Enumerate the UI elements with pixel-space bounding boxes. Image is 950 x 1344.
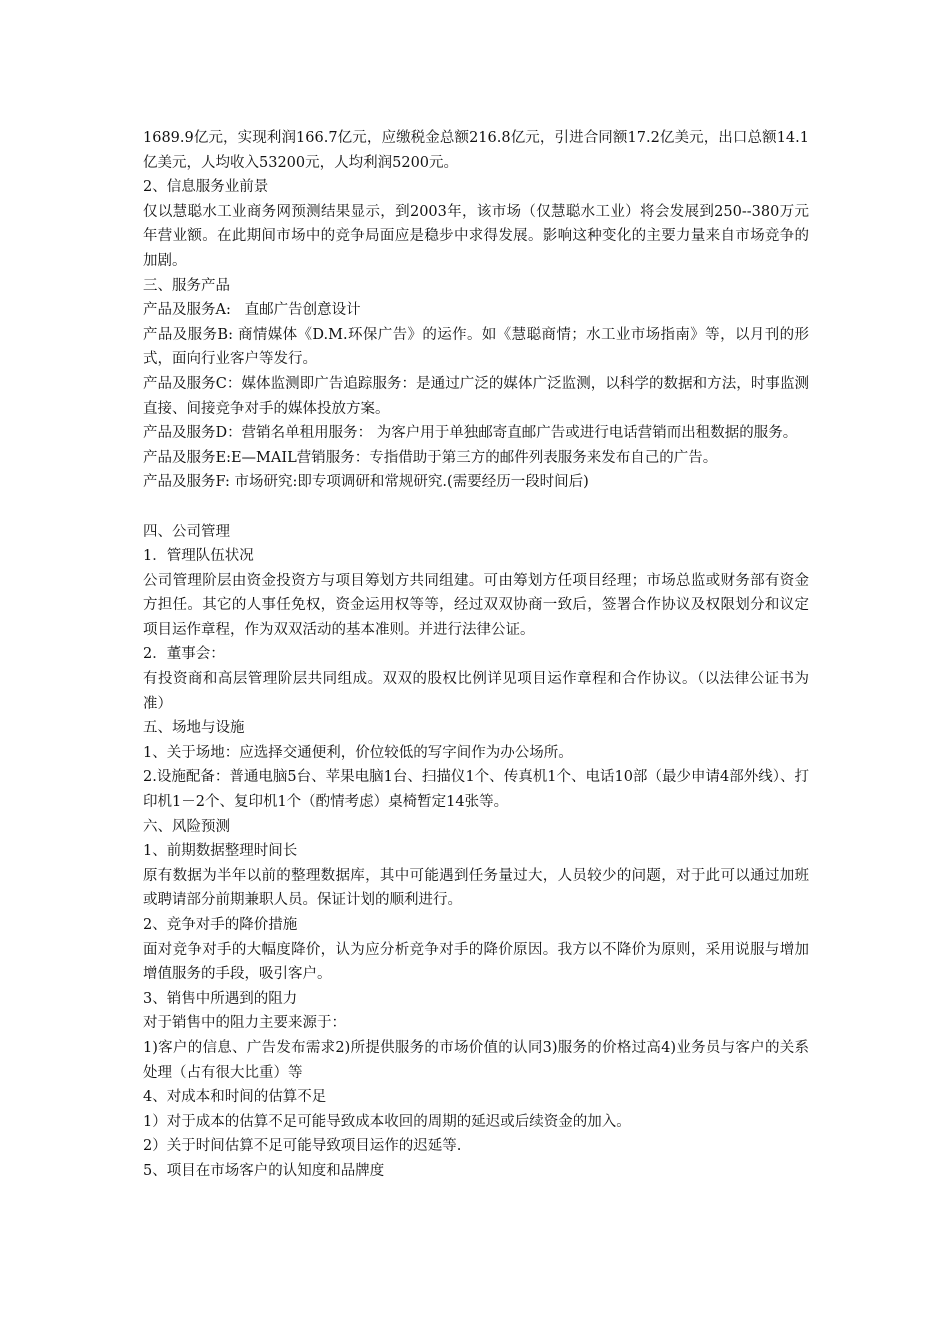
paragraph-board: 有投资商和高层管理阶层共同组成。双双的股权比例详见项目运作章程和合作协议。（以法律公证书为准） bbox=[143, 671, 809, 712]
paragraph-market-forecast: 仅以慧聪水工业商务网预测结果显示，到2003年，该市场（仅慧聪水工业）将会发展到250--380万元年营业额。在此期间市场中的竞争局面应是稳步中求得发展。影响这种变化的主要力量来自市场竞争的加剧。 bbox=[143, 203, 809, 269]
heading-management-team: 1．管理队伍状况 bbox=[143, 548, 254, 565]
paragraph-product-a: 产品及服务A: 直邮广告创意设计 bbox=[143, 302, 361, 319]
paragraph-management-team: 公司管理阶层由资金投资方与项目筹划方共同组建。可由筹划方任项目经理；市场总监或财务部有资金方担任。其它的人事任免权，资金运用权等等，经过双双协商一致后，签署合作协议及权限划分和议定项目运作章程，作为双双活动的基本准则。并进行法律公证。 bbox=[143, 572, 809, 638]
heading-service-products: 三、服务产品 bbox=[143, 277, 230, 294]
paragraph-facilities: 2.设施配备：普通电脑5台、苹果电脑1台、扫描仪1个、传真机1个、电话10部（最少申请4部外线）、打印机1－2个、复印机1个（酌情考虑）桌椅暂定14张等。 bbox=[143, 769, 809, 811]
heading-site-facilities: 五、场地与设施 bbox=[143, 720, 245, 737]
blank-line bbox=[143, 495, 809, 520]
heading-risk-2: 2、竞争对手的降价措施 bbox=[143, 917, 298, 933]
paragraph-risk-1: 原有数据为半年以前的整理数据库，其中可能遇到任务量过大，人员较少的问题，对于此可以通过加班或聘请部分前期兼职人员。保证计划的顺利进行。 bbox=[143, 867, 809, 909]
heading-company-management: 四、公司管理 bbox=[143, 523, 230, 540]
paragraph-product-b: 产品及服务B: 商情媒体《D.M.环保广告》的运作。如《慧聪商情；水工业市场指南》等，以月刊的形式，面向行业客户等发行。 bbox=[143, 326, 809, 368]
paragraph-risk-3-intro: 对于销售中的阻力主要来源于： bbox=[143, 1015, 346, 1032]
heading-risk-1: 1、前期数据整理时间长 bbox=[143, 843, 298, 860]
heading-risk-5: 5、项目在市场客户的认知度和品牌度 bbox=[143, 1162, 385, 1179]
paragraph-risk-4-cost: 1）对于成本的估算不足可能导致成本收回的周期的延迟或后续资金的加入。 bbox=[143, 1113, 631, 1130]
paragraph-product-e: 产品及服务E:E—MAIL营销服务：专指借助于第三方的邮件列表服务来发布自己的广告。 bbox=[143, 449, 718, 466]
heading-risk-4: 4、对成本和时间的估算不足 bbox=[143, 1089, 327, 1106]
heading-info-service-outlook: 2、信息服务业前景 bbox=[143, 179, 269, 196]
paragraph-site: 1、关于场地：应选择交通便利，价位较低的写字间作为办公场所。 bbox=[143, 744, 573, 761]
heading-board: 2．董事会： bbox=[143, 646, 225, 663]
paragraph-stats: 1689.9亿元，实现利润166.7亿元，应缴税金总额216.8亿元，引进合同额17.2亿美元，出口总额14.1亿美元，人均收入53200元，人均利润5200元。 bbox=[143, 130, 809, 171]
paragraph-product-d: 产品及服务D：营销名单租用服务： 为客户用于单独邮寄直邮广告或进行电话营销而出租数据的服务。 bbox=[143, 425, 798, 442]
paragraph-risk-2: 面对竞争对手的大幅度降价，认为应分析竞争对手的降价原因。我方以不降价为原则，采用说服与增加增值服务的手段，吸引客户。 bbox=[143, 941, 809, 983]
heading-risk-3: 3、销售中所遇到的阻力 bbox=[143, 990, 298, 1007]
paragraph-product-f: 产品及服务F: 市场研究:即专项调研和常规研究.(需要经历一段时间后) bbox=[143, 474, 589, 491]
heading-risk-forecast: 六、风险预测 bbox=[143, 818, 230, 835]
paragraph-risk-4-time: 2）关于时间估算不足可能导致项目运作的迟延等. bbox=[143, 1138, 462, 1155]
paragraph-product-c: 产品及服务C：媒体监测即广告追踪服务：是通过广泛的媒体广泛监测，以科学的数据和方法，时事监测直接、间接竞争对手的媒体投放方案。 bbox=[143, 375, 809, 417]
paragraph-risk-3-list: 1)客户的信息、广告发布需求2)所提供服务的市场价值的认同3)服务的价格过高4)业务员与客户的关系处理（占有很大比重）等 bbox=[143, 1039, 809, 1081]
document-body bbox=[143, 126, 809, 1184]
